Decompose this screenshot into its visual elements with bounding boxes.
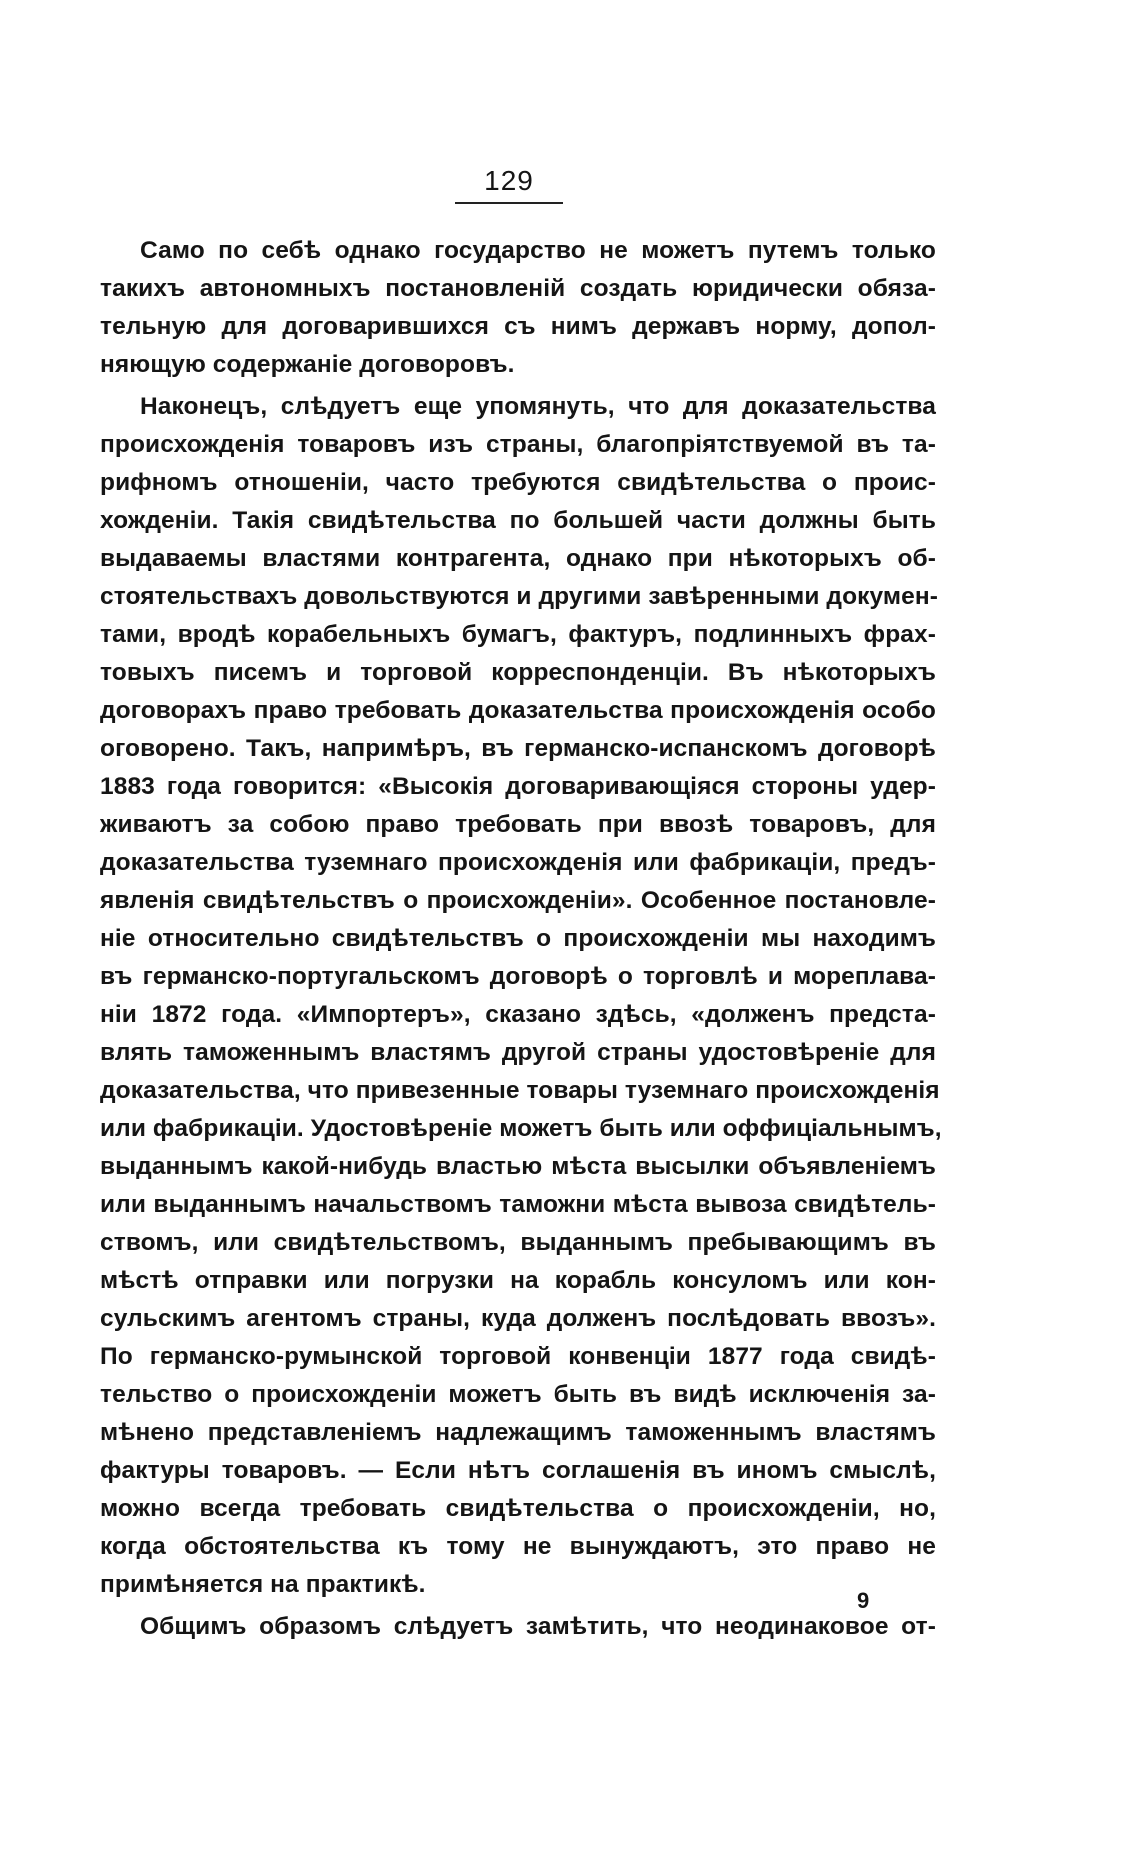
text-line: фактуры товаровъ. — Если нѣтъ соглашенія въ иномъ смыслѣ, (100, 1457, 936, 1484)
text-line: происхожденія товаровъ изъ страны, благопріятствуемой въ та- (100, 431, 936, 458)
text-line: ствомъ, или свидѣтельствомъ, выданнымъ пребывающимъ въ (100, 1229, 936, 1256)
text-line: доказательства туземнаго происхожденія или фабрикаціи, предъ- (100, 849, 936, 876)
text-line: мѣнено представленіемъ надлежащимъ таможеннымъ властямъ (100, 1419, 936, 1446)
text-line: въ германско-португальскомъ договорѣ о торговлѣ и мореплава- (100, 963, 936, 990)
paragraph (100, 388, 942, 1604)
text-line: товыхъ писемъ и торговой корреспонденціи. Въ нѣкоторыхъ (100, 659, 936, 686)
text-line: ніе относительно свидѣтельствъ о происхожденіи мы находимъ (100, 925, 936, 952)
text-line: тельную для договарившихся съ нимъ державъ норму, допол- (100, 313, 936, 340)
text-line: хожденіи. Такія свидѣтельства по большей части должны быть (100, 507, 936, 534)
text-line: или выданнымъ начальствомъ таможни мѣста вывоза свидѣтель- (100, 1191, 936, 1218)
text-line: ніи 1872 года. «Импортеръ», сказано здѣсь, «долженъ предста- (100, 1001, 936, 1028)
text-line: доказательства, что привезенные товары туземнаго происхожденія (100, 1077, 940, 1104)
body-text (100, 232, 942, 1646)
text-line: 1883 года говорится: «Высокія договаривающіяся стороны удер- (100, 773, 936, 800)
paragraph (100, 1608, 936, 1646)
text-line: Наконецъ, слѣдуетъ еще упомянуть, что для доказательства (140, 393, 936, 420)
text-line: тельство о происхожденіи можетъ быть въ видѣ исключенія за- (100, 1381, 936, 1408)
page-number-rule (455, 202, 563, 204)
text-line: тами, вродѣ корабельныхъ бумагъ, фактуръ, подлинныхъ фрах- (100, 621, 936, 648)
page-number: 129 (484, 165, 534, 196)
text-line: Общимъ образомъ слѣдуетъ замѣтить, что неодинаковое от- (140, 1613, 936, 1640)
text-line: няющую содержаніе договоровъ. (100, 351, 515, 378)
signature-mark: 9 (857, 1588, 870, 1613)
paragraph (100, 232, 936, 384)
text-line: рифномъ отношеніи, часто требуются свидѣтельства о проис- (100, 469, 936, 496)
text-line: выдаваемы властями контрагента, однако при нѣкоторыхъ об- (100, 545, 936, 572)
text-line: явленія свидѣтельствъ о происхожденіи». Особенное постановле- (100, 887, 936, 914)
text-line: сульскимъ агентомъ страны, куда долженъ послѣдовать ввозъ». (100, 1305, 936, 1332)
text-line: договорахъ право требовать доказательства происхожденія особо (100, 697, 936, 724)
text-line: влять таможеннымъ властямъ другой страны удостовѣреніе для (100, 1039, 936, 1066)
text-line: По германско-румынской торговой конвенціи 1877 года свидѣ- (100, 1343, 936, 1370)
text-line: Само по себѣ однако государство не можетъ путемъ только (140, 237, 936, 264)
text-line: оговорено. Такъ, напримѣръ, въ германско-испанскомъ договорѣ (100, 735, 936, 762)
text-line: можно всегда требовать свидѣтельства о происхожденіи, но, (100, 1495, 936, 1522)
text-line: выданнымъ какой-нибудь властью мѣста высылки объявленіемъ (100, 1153, 936, 1180)
text-line: живаютъ за собою право требовать при ввозѣ товаровъ, для (100, 811, 936, 838)
text-line: такихъ автономныхъ постановленій создать юридически обяза- (100, 275, 936, 302)
text-line: стоятельствахъ довольствуются и другими завѣренными докумен- (100, 583, 939, 610)
text-line: когда обстоятельства къ тому не вынуждаютъ, это право не (100, 1533, 936, 1560)
text-line: мѣстѣ отправки или погрузки на корабль консуломъ или кон- (100, 1267, 936, 1294)
text-line: или фабрикаціи. Удостовѣреніе можетъ быть или оффиціальнымъ, (100, 1115, 942, 1142)
text-line: примѣняется на практикѣ. (100, 1571, 426, 1598)
